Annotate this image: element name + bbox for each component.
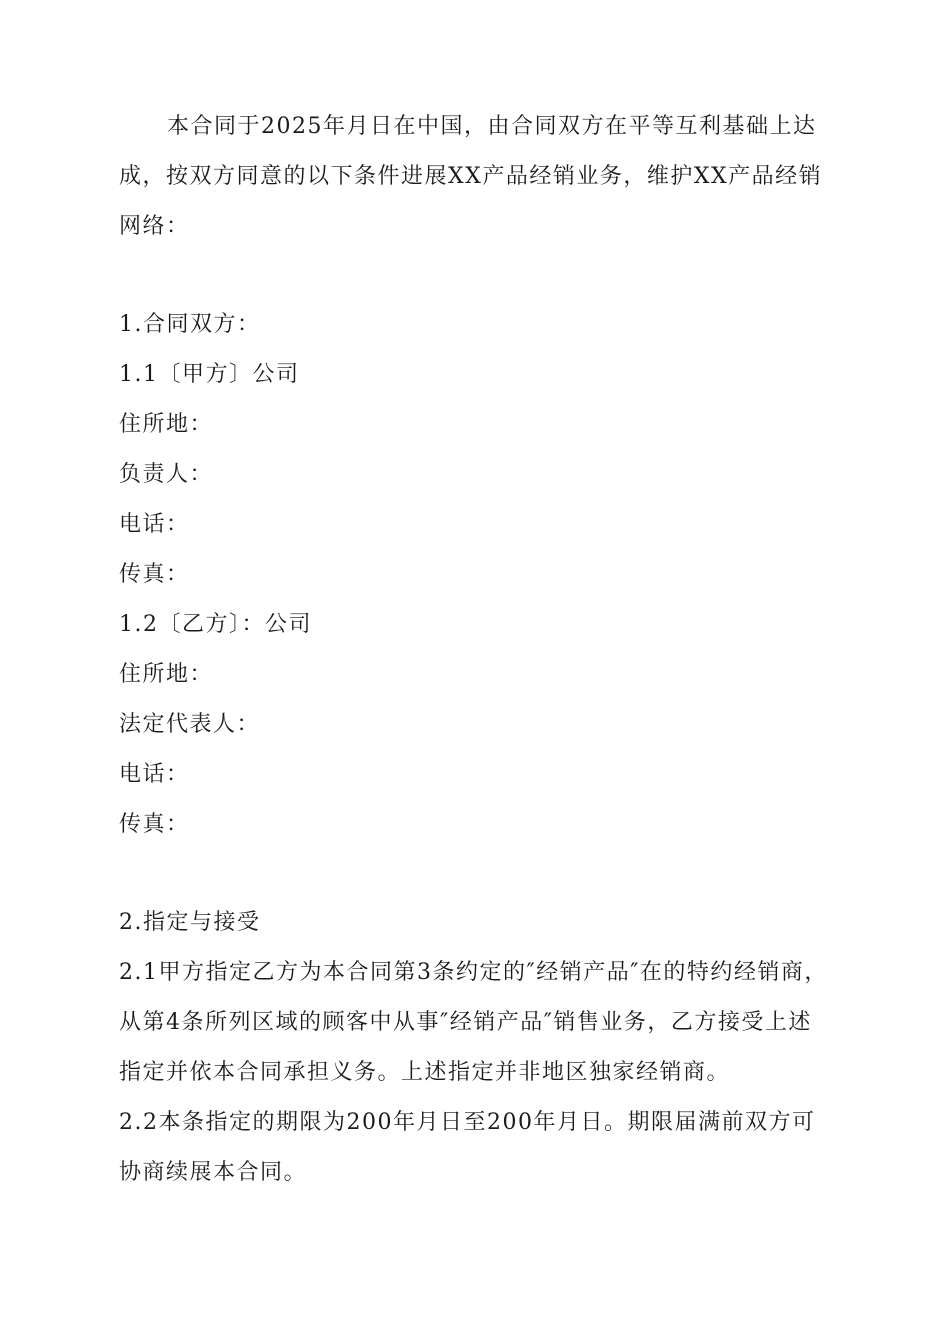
intro-paragraph: 本合同于2025年月日在中国，由合同双方在平等互利基础上达成，按双方同意的以下条件进展XX产品经销业务，维护XX产品经销网络： (119, 114, 823, 239)
party-b-address: 住所地： (119, 662, 214, 687)
party-b-phone: 电话： (119, 762, 190, 787)
party-b-person: 法定代表人： (119, 712, 261, 737)
spacer (119, 850, 831, 898)
party-a-phone: 电话： (119, 512, 190, 537)
party-a-address: 住所地： (119, 412, 214, 437)
section-1-heading: 1.合同双方： (119, 312, 261, 337)
document-body (119, 102, 831, 1198)
clause-2-1: 2.1甲方指定乙方为本合同第3条约定的″经销产品″在的特约经销商，从第4条所列区域的顾客中从事″经销产品″销售业务，乙方接受上述指定并依本合同承担义务。上述指定并非地区独家经销商。 (119, 960, 828, 1085)
party-b-fax: 传真： (119, 812, 190, 837)
party-a-fax: 传真： (119, 562, 190, 587)
party-b-title: 1.2〔乙方〕：公司 (119, 612, 312, 637)
spacer (119, 252, 831, 300)
party-a-person: 负责人： (119, 462, 214, 487)
clause-2-2: 2.2本条指定的期限为200年月日至200年月日。期限届满前双方可协商续展本合同。 (119, 1110, 816, 1185)
party-a-title: 1.1〔甲方〕公司 (119, 362, 300, 387)
section-2-heading: 2.指定与接受 (119, 910, 261, 935)
